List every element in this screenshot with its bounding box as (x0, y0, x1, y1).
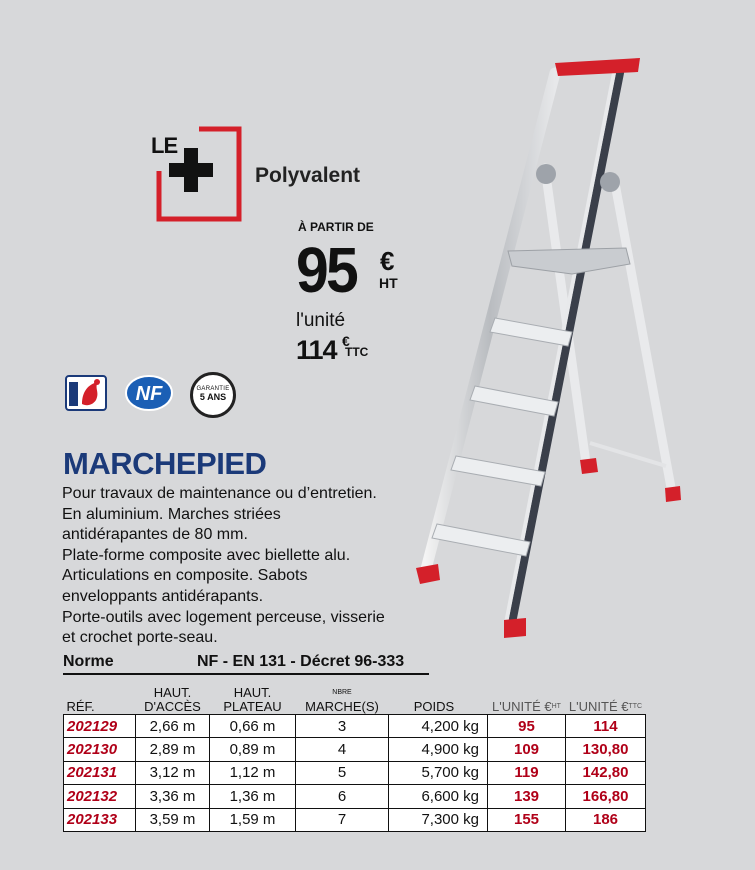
cell-plateau: 0,89 m (210, 738, 296, 761)
cell-prix-ttc: 130,80 (566, 738, 646, 761)
cell-ref: 202130 (64, 738, 136, 761)
price-ht-suffix: HT (379, 275, 398, 291)
cell-poids: 7,300 kg (389, 808, 488, 831)
table-row (64, 761, 646, 784)
made-in-france-icon (64, 370, 108, 414)
cell-plateau: 0,66 m (210, 715, 296, 738)
description-line: En aluminium. Marches striées (62, 505, 281, 523)
cell-acces: 3,12 m (136, 761, 210, 784)
norme-value: NF - EN 131 - Décret 96-333 (197, 653, 405, 670)
description-line: Articulations en composite. Sabots (62, 567, 308, 585)
cell-poids: 5,700 kg (389, 761, 488, 784)
description-line: antidérapantes de 80 mm. (62, 526, 248, 544)
cell-marches: 5 (296, 761, 389, 784)
description-line: Pour travaux de maintenance ou d’entretien. (62, 485, 377, 502)
cell-acces: 3,59 m (136, 808, 210, 831)
garantie-5-ans-badge (190, 372, 236, 418)
description-line: Porte-outils avec logement perceuse, visserie (62, 608, 385, 626)
header-poids: POIDS (413, 699, 455, 714)
garantie-years: 5 ANS (199, 392, 227, 402)
cell-poids: 4,900 kg (389, 738, 488, 761)
cell-acces: 2,66 m (136, 715, 210, 738)
cell-ref: 202132 (64, 785, 136, 808)
cell-prix-ttc: 142,80 (566, 761, 646, 784)
cell-ref: 202133 (64, 808, 136, 831)
cell-acces: 3,36 m (136, 785, 210, 808)
cell-prix-ht: 95 (488, 715, 566, 738)
logo-text: LE (151, 133, 178, 158)
cell-plateau: 1,36 m (210, 785, 296, 808)
unit-label: l'unité (296, 310, 346, 331)
cell-marches: 7 (296, 808, 389, 831)
cell-poids: 6,600 kg (389, 785, 488, 808)
header-marches: $^{NBRE}$ MARCHE(S) (305, 689, 379, 714)
cell-prix-ttc: 186 (566, 808, 646, 831)
price-ht: 95 (296, 234, 356, 306)
cell-plateau: 1,59 m (210, 808, 296, 831)
header-acces: HAUT. D'ACCÈS (144, 685, 201, 714)
price-ttc-suffix: TTC (345, 345, 369, 359)
norme-label: Norme (63, 653, 114, 670)
cell-marches: 3 (296, 715, 389, 738)
cell-prix-ht: 109 (488, 738, 566, 761)
price-currency: € (380, 246, 395, 276)
cell-ref: 202129 (64, 715, 136, 738)
price-ttc-currency: € (342, 333, 350, 349)
cell-ref: 202131 (64, 761, 136, 784)
table-row (64, 715, 646, 738)
cell-plateau: 1,12 m (210, 761, 296, 784)
header-plateau: HAUT. PLATEAU (223, 685, 282, 714)
product-description (62, 484, 442, 649)
product-title: MARCHEPIED (63, 446, 267, 481)
price-from-label: À PARTIR DE (298, 220, 374, 234)
cell-prix-ht: 139 (488, 785, 566, 808)
description-line: Plate-forme composite avec biellette alu. (62, 546, 351, 564)
table-row (64, 738, 646, 761)
garantie-label: GARANTIE (196, 386, 230, 392)
cell-marches: 6 (296, 785, 389, 808)
price-ttc: 114 (296, 335, 337, 365)
description-line: et crochet porte-seau. (62, 629, 218, 647)
cell-prix-ht: 119 (488, 761, 566, 784)
header-unite-ttc: L'UNITÉ €$^{TTC}$ (568, 699, 643, 714)
table-row (64, 785, 646, 808)
logo-tagline: Polyvalent (255, 164, 361, 187)
specs-table (63, 676, 646, 832)
cell-marches: 4 (296, 738, 389, 761)
nf-certification-icon (124, 374, 174, 412)
cell-prix-ttc: 166,80 (566, 785, 646, 808)
ladder-product-image (400, 48, 700, 648)
table-row (64, 808, 646, 831)
norme-divider (63, 673, 429, 675)
cell-poids: 4,200 kg (389, 715, 488, 738)
table-header-row (64, 676, 646, 715)
header-unite-ht: L'UNITÉ €$^{HT}$ (492, 699, 561, 714)
nf-label: NF (135, 383, 163, 405)
description-line: enveloppants antidérapants. (62, 587, 264, 605)
header-ref: RÉF. (66, 699, 95, 714)
cell-prix-ht: 155 (488, 808, 566, 831)
cell-acces: 2,89 m (136, 738, 210, 761)
cell-prix-ttc: 114 (566, 715, 646, 738)
